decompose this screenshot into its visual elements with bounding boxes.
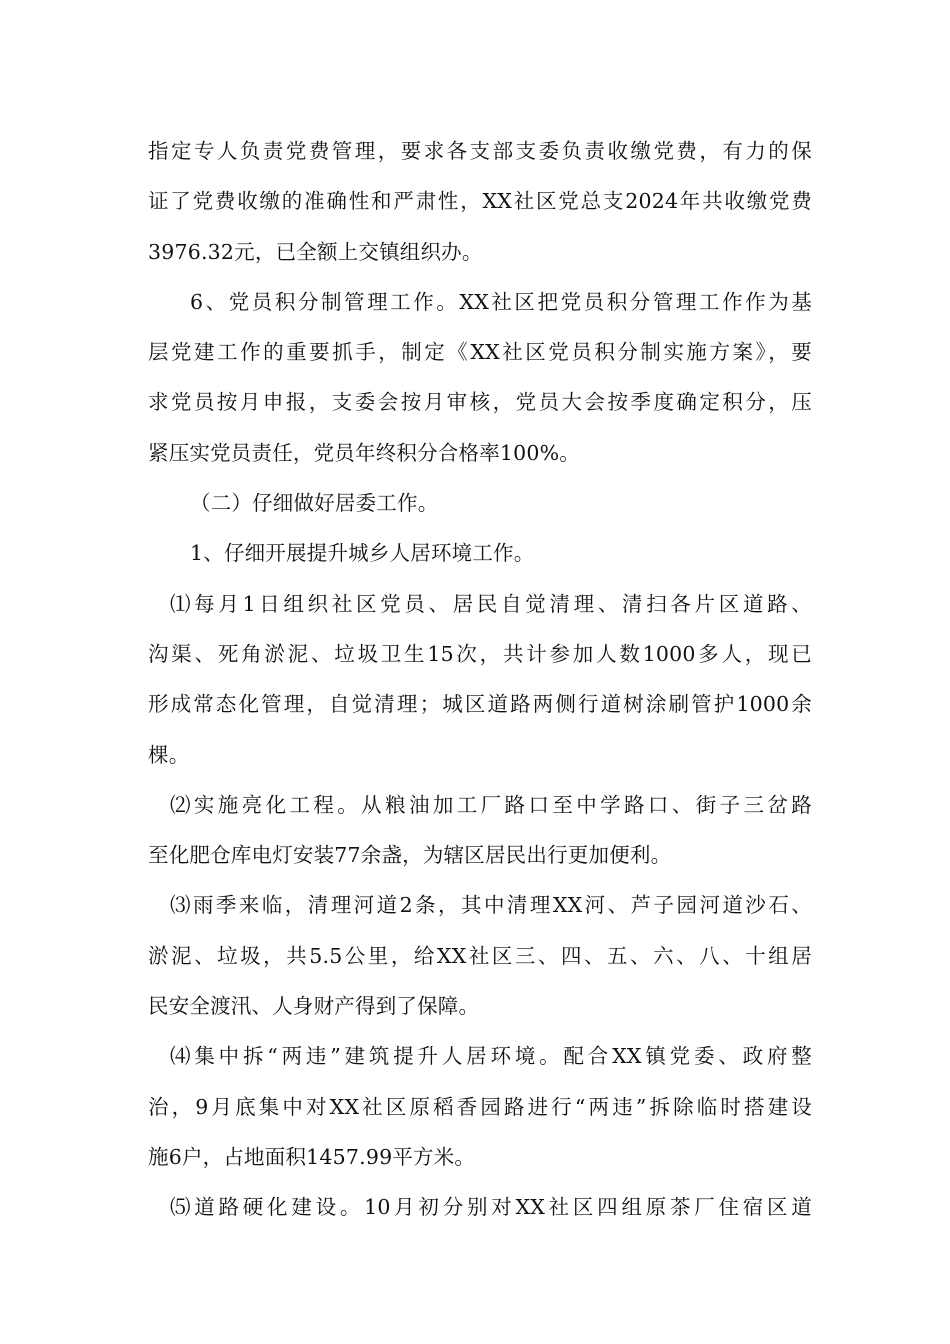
text-line: 指定专人负责党费管理，要求各支部支委负责收缴党费，有力的保 xyxy=(148,139,812,163)
subsection-heading: 1、仔细开展提升城乡人居环境工作。 xyxy=(190,541,535,566)
text-line: 3976.32元，已全额上交镇组织办。 xyxy=(148,239,483,264)
text-line: ⑴每月1日组织社区党员、居民自觉清理、清扫各片区道路、 xyxy=(170,591,812,616)
text-line: 紧压实党员责任，党员年终积分合格率100%。 xyxy=(148,440,581,465)
text-line: ⑷集中拆“两违”建筑提升人居环境。配合XX镇党委、政府整 xyxy=(170,1044,812,1069)
section-heading: （二）仔细做好居委工作。 xyxy=(190,491,439,516)
text-line: ⑶雨季来临，清理河道2条，其中清理XX河、芦子园河道沙石、 xyxy=(170,893,812,918)
text-line: 求党员按月申报，支委会按月审核，党员大会按季度确定积分，压 xyxy=(148,390,812,415)
text-line: 治，9月底集中对XX社区原稻香园路进行“两违”拆除临时搭建设 xyxy=(148,1094,812,1119)
text-line: 民安全渡汛、人身财产得到了保障。 xyxy=(148,994,480,1019)
text-line: 形成常态化管理，自觉清理；城区道路两侧行道树涂刷管护1000余 xyxy=(148,692,812,717)
text-line: ⑵实施亮化工程。从粮油加工厂路口至中学路口、街子三岔路 xyxy=(170,792,812,817)
text-line: 施6户，占地面积1457.99平方米。 xyxy=(148,1144,476,1169)
text-line: 棵。 xyxy=(148,742,190,767)
text-line: 沟渠、死角淤泥、垃圾卫生15次，共计参加人数1000多人，现已 xyxy=(148,641,812,666)
text-line: 至化肥仓库电灯安装77余盏，为辖区居民出行更加便利。 xyxy=(148,843,672,868)
document-body xyxy=(148,126,812,1233)
text-line: 淤泥、垃圾，共5.5公里，给XX社区三、四、五、六、八、十组居 xyxy=(148,943,812,968)
text-line: 证了党费收缴的准确性和严肃性，XX社区党总支2024年共收缴党费 xyxy=(148,189,812,214)
text-line: 层党建工作的重要抓手，制定《XX社区党员积分制实施方案》，要 xyxy=(148,340,812,365)
text-line: ⑸道路硬化建设。10月初分别对XX社区四组原茶厂住宿区道 xyxy=(170,1195,812,1220)
text-line: 6、党员积分制管理工作。XX社区把党员积分管理工作作为基 xyxy=(190,289,812,314)
